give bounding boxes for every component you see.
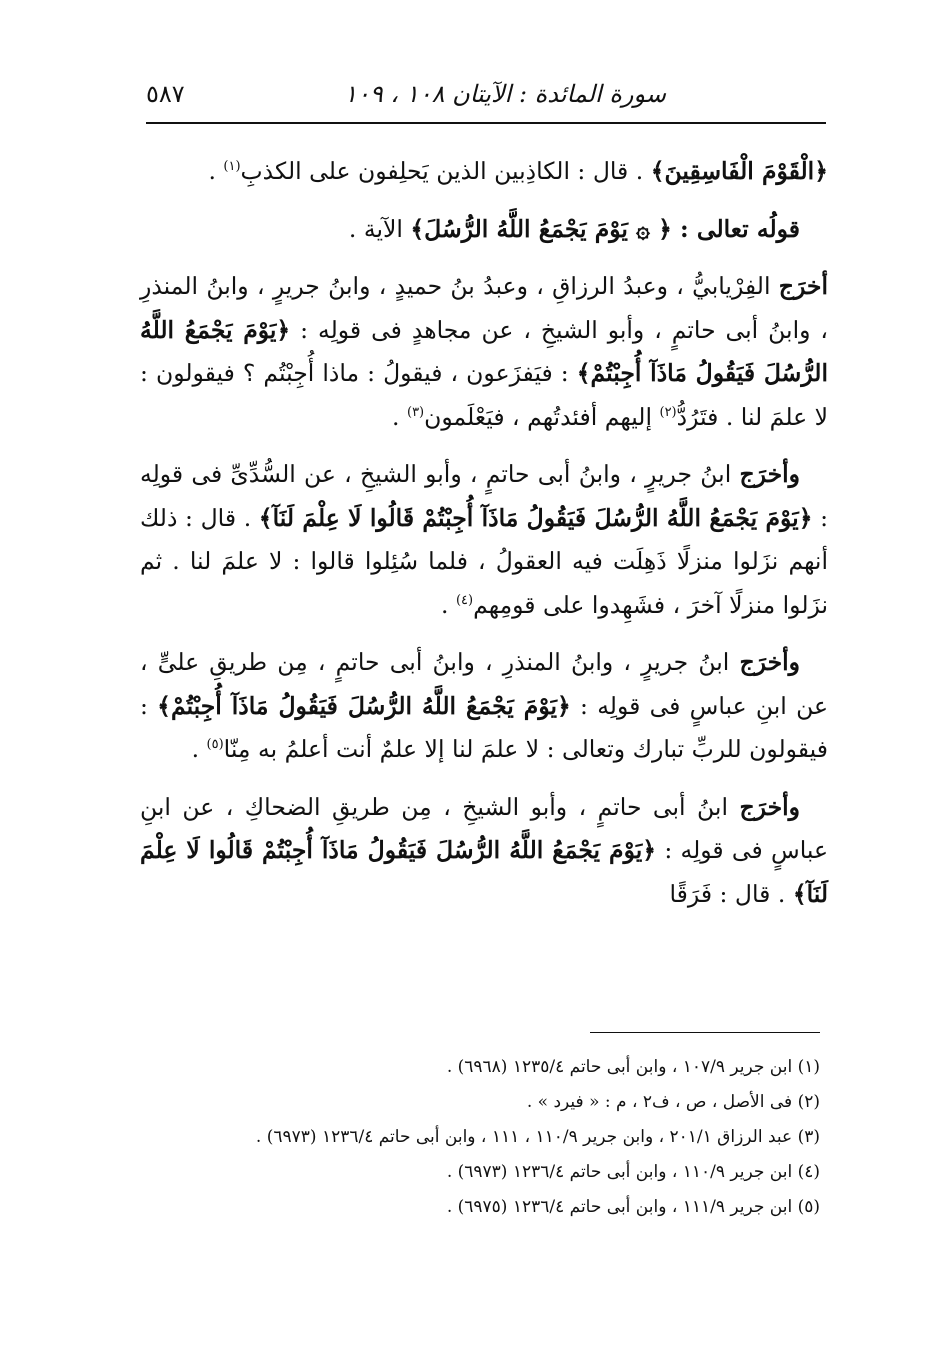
quran-quote: ﴿ ۞ يَوْمَ يَجْمَعُ اللَّهُ الرُّسُلَ﴾ — [410, 214, 672, 243]
footnote-ref: (٣) — [406, 404, 425, 420]
quran-quote: ﴿يَوْمَ يَجْمَعُ اللَّهُ الرُّسُلَ فَيَقُولُ مَاذَآ أُجِبْتُمْ﴾ — [157, 691, 571, 720]
text-run: الفِرْيابيُّ ، وعبدُ الرزاقِ ، وعبدُ بنُ حميدٍ ، وابنُ جريرٍ ، وابنُ المنذرِ ، وابنُ أبى حاتمٍ ، وأبو الشيخِ ، عن مجاهدٍ فى قولِه : — [140, 272, 828, 344]
footnote: (٤) ابن جرير ١١٠/٩ ، وابن أبى حاتم ١٢٣٦/٤ (٦٩٧٣) . — [446, 1162, 820, 1182]
footnotes — [140, 1050, 820, 1225]
header-rule — [146, 122, 826, 124]
text-run: ابنُ جريرٍ ، وابنُ المنذرِ ، وابنُ أبى حاتمٍ ، مِن طريقِ علىٍّ ، عن ابنِ عباسٍ فى قولِه : — [140, 648, 828, 720]
text-run: : فيَفزَعون ، فيقولُ : ماذا أُجِبْتُم ؟ فيقولون : لا علمَ لنا . فتَرُدُّ — [140, 359, 828, 431]
paragraph-6 — [140, 786, 828, 917]
verse-heading: قولُه تعالى : — [671, 214, 800, 243]
quran-quote: ﴿يَوْمَ يَجْمَعُ اللَّهُ الرُّسُلَ فَيَقُولُ مَاذَآ أُجِبْتُمْ قَالُوا لَا عِلْمَ لَنَآ﴾ — [140, 836, 828, 908]
text-run: . — [392, 402, 407, 431]
text-run: . — [208, 157, 224, 185]
paragraph-2 — [140, 208, 828, 252]
text-run: . — [441, 590, 456, 619]
paragraph-3 — [140, 265, 828, 439]
text-run: إليهم أفئدتُهم ، فيَعْلَمون — [424, 402, 660, 431]
text-run: ابنُ جريرٍ ، وابنُ أبى حاتمٍ ، وأبو الشيخِ ، عن السُّدِّىِّ فى قولِه : — [140, 460, 829, 532]
footnote: (٥) ابن جرير ١١١/٩ ، وابن أبى حاتم ١٢٣٦/٤ (٦٩٧٥) . — [446, 1197, 820, 1217]
chapter-title: سورة المائدة : الآيتان ١٠٨ ، ١٠٩ — [344, 80, 666, 108]
footnote-separator — [590, 1032, 820, 1033]
quran-quote: ﴿يَوْمَ يَجْمَعُ اللَّهُ الرُّسُلَ فَيَقُولُ مَاذَآ أُجِبْتُمْ﴾ — [140, 315, 828, 387]
text-run: . — [191, 735, 207, 763]
footnote-ref: (١) — [223, 159, 241, 175]
footnote-ref: (٤) — [455, 592, 474, 608]
footnote-ref: (٥) — [206, 737, 224, 753]
lead-word: أخرَج — [778, 272, 828, 300]
text-run: ابنُ أبى حاتمٍ ، وأبو الشيخِ ، مِن طريقِ الضحاكِ ، عن ابنِ عباسٍ فى قولِه : — [140, 792, 828, 864]
paragraph-4 — [140, 453, 828, 627]
lead-word: وأخرَج — [739, 648, 800, 676]
lead-word: وأخرَج — [739, 792, 800, 821]
paragraph-5 — [140, 641, 828, 772]
text-run: . قال : فَرَقًا — [669, 879, 793, 908]
text-run: . قال : الكاذِبين الذين يَحلِفون على الكذبِ — [240, 157, 651, 185]
main-text — [140, 150, 828, 930]
text-run: . قال : ذلك أنهم نزَلوا منزلًا ذَهِلَت فيه العقولُ ، فلما سُئِلوا قالوا : لا علمَ لنا . ثم نزَلوا منزلًا آخرَ ، فشَهِدوا على قومِهم — [140, 503, 828, 619]
footnote-ref: (٢) — [659, 404, 677, 420]
text-run: : فيقولون للربِّ تبارك وتعالى : لا علمَ لنا إلا علمٌ أنت أعلمُ به مِنّا — [140, 691, 828, 763]
running-header — [146, 80, 826, 120]
footnote: (٣) عبد الرزاق ٢٠١/١ ، وابن جرير ١١٠/٩ ، ١١١ ، وابن أبى حاتم ١٢٣٦/٤ (٦٩٧٣) . — [255, 1127, 820, 1147]
quran-quote: ﴿الْقَوْمَ الْفَاسِقِينَ﴾ — [650, 157, 828, 185]
quran-quote: ﴿يَوْمَ يَجْمَعُ اللَّهُ الرُّسُلَ فَيَقُولُ مَاذَآ أُجِبْتُمْ قَالُوا لَا عِلْمَ لَنَآ﴾ — [258, 503, 813, 532]
text-run: الآية . — [348, 214, 411, 243]
lead-word: وأخرَج — [739, 460, 800, 488]
footnote: (١) ابن جرير ١٠٧/٩ ، وابن أبى حاتم ١٢٣٥/٤ (٦٩٦٨) . — [446, 1057, 820, 1077]
footnote: (٢) فى الأصل ، ص ، ف٢ ، م : « فيرد » . — [526, 1092, 820, 1112]
paragraph-1 — [140, 150, 828, 194]
page-number: ٥٨٧ — [146, 80, 185, 108]
